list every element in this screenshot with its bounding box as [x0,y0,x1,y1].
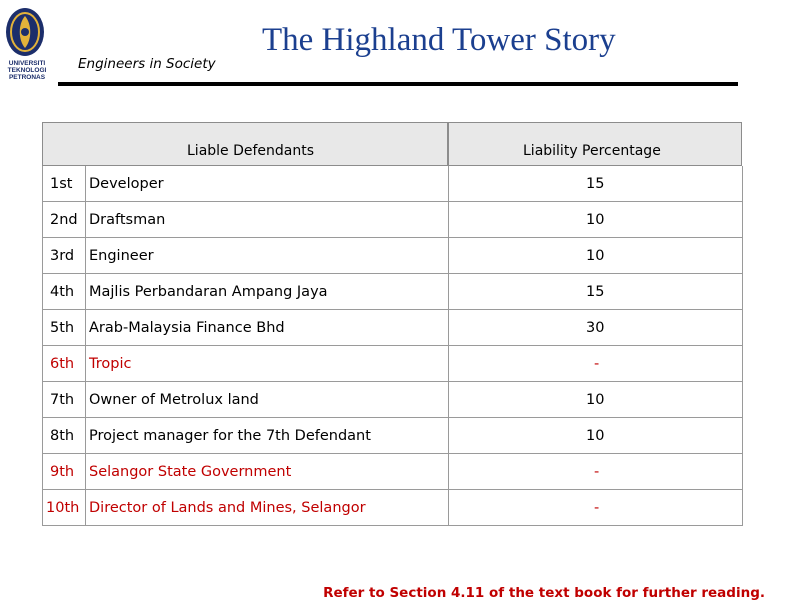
defendant-rank: 7th [50,392,75,408]
table-rank-divider [85,166,86,526]
column-header-label: Liability Percentage [523,143,661,159]
crest-icon [4,6,46,58]
defendant-rank: 9th [50,464,75,480]
defendant-name: Draftsman [89,212,166,228]
course-subtitle: Engineers in Society [78,56,216,72]
liability-percentage: 30 [586,320,605,336]
defendant-rank: 2nd [50,212,78,228]
defendant-rank: 6th [50,356,75,372]
defendant-rank: 5th [50,320,75,336]
defendant-rank: 4th [50,284,75,300]
liability-percentage: 15 [586,284,605,300]
defendant-rank: 10th [46,500,80,516]
liability-percentage: - [594,356,600,372]
column-header-label: Liable Defendants [187,143,315,159]
defendant-rank: 1st [50,176,73,192]
table-row [42,238,742,274]
defendant-name: Engineer [89,248,154,264]
table-row [42,166,742,202]
table-row [42,382,742,418]
table-row [42,454,742,490]
university-logo [4,6,46,88]
column-header-defendants [42,122,448,166]
defendant-name: Majlis Perbandaran Ampang Jaya [89,284,328,300]
liability-percentage: 10 [586,428,605,444]
table-column-divider [448,166,449,526]
page-title: The Highland Tower Story [262,22,616,58]
liability-percentage: - [594,500,600,516]
defendant-name: Owner of Metrolux land [89,392,259,408]
logo-line: TEKNOLOGI [7,67,47,74]
table-row [42,202,742,238]
defendant-name: Developer [89,176,164,192]
reading-note: Refer to Section 4.11 of the text book for further reading. [323,585,765,601]
liability-percentage: 10 [586,212,605,228]
defendant-name: Selangor State Government [89,464,292,480]
column-header-percentage [448,122,742,166]
logo-line: PETRONAS [8,74,46,81]
title-divider [58,82,738,86]
liability-percentage: 10 [586,248,605,264]
liability-percentage: - [594,464,600,480]
defendant-name: Arab-Malaysia Finance Bhd [89,320,285,336]
table-row [42,346,742,382]
liability-percentage: 10 [586,392,605,408]
logo-line: UNIVERSITI [8,60,46,67]
table-row [42,310,742,346]
table-row [42,490,742,526]
defendant-rank: 3rd [50,248,75,264]
defendant-name: Tropic [89,356,132,372]
table-border-right [742,166,743,526]
liability-percentage: 15 [586,176,605,192]
table-border-left [42,166,43,526]
defendant-name: Project manager for the 7th Defendant [89,428,371,444]
defendant-rank: 8th [50,428,75,444]
table-row [42,274,742,310]
table-row [42,418,742,454]
defendant-name: Director of Lands and Mines, Selangor [89,500,366,516]
